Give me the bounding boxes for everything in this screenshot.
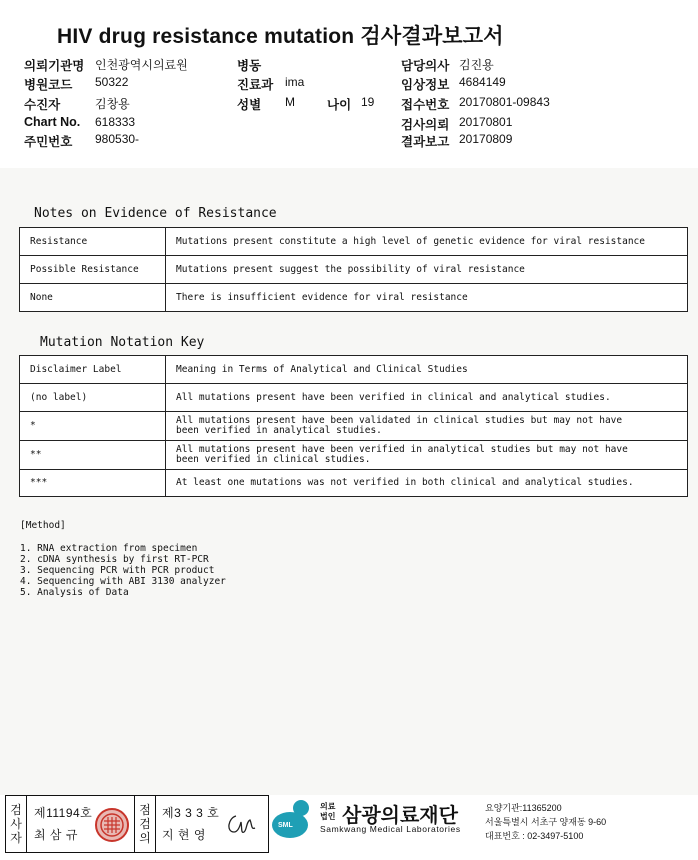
department-value: ima bbox=[285, 75, 305, 89]
evidence-section-title: Notes on Evidence of Resistance bbox=[34, 206, 277, 221]
receipt-no-value: 20170801-09843 bbox=[459, 95, 550, 109]
method-step: 2. cDNA synthesis by first RT-PCR bbox=[20, 554, 209, 565]
facility-code: 요양기관:11365200 bbox=[485, 803, 562, 813]
notation-row bbox=[20, 470, 688, 497]
institution-label: 의뢰기관명 bbox=[24, 59, 85, 73]
notation-meaning: All mutations present have been validated in clinical studies but may not have been verified in analytical studies. bbox=[166, 412, 688, 441]
notation-label: *** bbox=[20, 470, 166, 497]
request-date-value: 20170801 bbox=[459, 115, 513, 129]
inspector-license-no: 제3 3 3 호 bbox=[162, 806, 220, 820]
report-header bbox=[0, 0, 698, 168]
evidence-desc: Mutations present suggest the possibility of viral resistance bbox=[166, 256, 688, 284]
org-english-name: Samkwang Medical Laboratories bbox=[320, 824, 461, 834]
receiver-value: 김창용 bbox=[95, 97, 130, 111]
age-label: 나이 bbox=[327, 98, 352, 112]
sex-value: M bbox=[285, 95, 295, 109]
notation-row bbox=[20, 412, 688, 441]
notation-meaning: All mutations present have been verified in analytical studies but may not have been verified in clinical studies. bbox=[166, 441, 688, 470]
inspector-name: 지 현 영 bbox=[162, 828, 206, 842]
report-date-value: 20170809 bbox=[459, 132, 513, 146]
method-heading: [Method] bbox=[20, 520, 66, 531]
chart-no-label: Chart No. bbox=[24, 115, 81, 129]
receiver-label: 수진자 bbox=[24, 98, 61, 112]
evidence-row bbox=[20, 228, 688, 256]
doctor-value: 김진용 bbox=[459, 58, 494, 72]
institution-value: 인천광역시의료원 bbox=[95, 58, 188, 72]
hospital-code-value: 50322 bbox=[95, 75, 129, 89]
ward-label: 병동 bbox=[237, 59, 262, 73]
org-phone: 대표번호 : 02-3497-5100 bbox=[485, 831, 584, 841]
org-name: 삼광의료재단 bbox=[342, 805, 458, 827]
report-date-label: 결과보고 bbox=[401, 135, 450, 149]
method-step: 4. Sequencing with ABI 3130 analyzer bbox=[20, 576, 226, 587]
notation-label: ** bbox=[20, 441, 166, 470]
method-step: 1. RNA extraction from specimen bbox=[20, 543, 198, 554]
evidence-term: Resistance bbox=[20, 228, 166, 256]
notation-header-meaning: Meaning in Terms of Analytical and Clinical Studies bbox=[166, 356, 688, 384]
notation-row bbox=[20, 441, 688, 470]
evidence-term: None bbox=[20, 284, 166, 312]
tester-name: 최 삼 규 bbox=[34, 828, 78, 842]
doctor-label: 담당의사 bbox=[401, 59, 450, 73]
evidence-term: Possible Resistance bbox=[20, 256, 166, 284]
hospital-code-label: 병원코드 bbox=[24, 78, 73, 92]
method-step: 5. Analysis of Data bbox=[20, 587, 129, 598]
notation-label: * bbox=[20, 412, 166, 441]
notation-table bbox=[19, 355, 688, 497]
chart-no-value: 618333 bbox=[95, 115, 136, 129]
notation-meaning: All mutations present have been verified in clinical and analytical studies. bbox=[166, 384, 688, 412]
receipt-no-label: 접수번호 bbox=[401, 98, 450, 112]
tester-license-no: 제11194호 bbox=[34, 806, 93, 820]
notation-row bbox=[20, 384, 688, 412]
method-step: 3. Sequencing PCR with PCR product bbox=[20, 565, 215, 576]
sml-logo-icon bbox=[271, 799, 315, 839]
sex-label: 성별 bbox=[237, 98, 262, 112]
clinical-info-label: 임상정보 bbox=[401, 78, 450, 92]
request-date-label: 검사의뢰 bbox=[401, 118, 450, 132]
notation-label: (no label) bbox=[20, 384, 166, 412]
report-footer bbox=[0, 795, 698, 860]
inspector-signature-icon bbox=[224, 810, 260, 838]
notation-meaning: At least one mutations was not verified in both clinical and analytical studies. bbox=[166, 470, 688, 497]
evidence-desc: Mutations present constitute a high level of genetic evidence for viral resistance bbox=[166, 228, 688, 256]
resident-no-label: 주민번호 bbox=[24, 135, 73, 149]
notation-header-row bbox=[20, 356, 688, 384]
signature-box bbox=[5, 795, 269, 853]
org-prefix: 의료법인 bbox=[320, 802, 336, 821]
notation-section-title: Mutation Notation Key bbox=[40, 335, 205, 350]
tester-label: 검 사 자 bbox=[6, 796, 27, 852]
evidence-table bbox=[19, 227, 688, 312]
evidence-row bbox=[20, 256, 688, 284]
tester-seal-icon bbox=[94, 807, 130, 843]
inspector-label: 점 검 의 bbox=[134, 796, 156, 852]
age-value: 19 bbox=[361, 95, 375, 109]
logo-text: SML bbox=[278, 822, 293, 829]
clinical-info-value: 4684149 bbox=[459, 75, 506, 89]
org-address: 서울특별시 서초구 양재동 9-60 bbox=[485, 817, 607, 827]
report-title: HIV drug resistance mutation 검사결과보고서 bbox=[57, 25, 504, 48]
resident-no-value: 980530- bbox=[95, 132, 140, 146]
evidence-row bbox=[20, 284, 688, 312]
notation-header-label: Disclaimer Label bbox=[20, 356, 166, 384]
department-label: 진료과 bbox=[237, 78, 274, 92]
evidence-desc: There is insufficient evidence for viral resistance bbox=[166, 284, 688, 312]
